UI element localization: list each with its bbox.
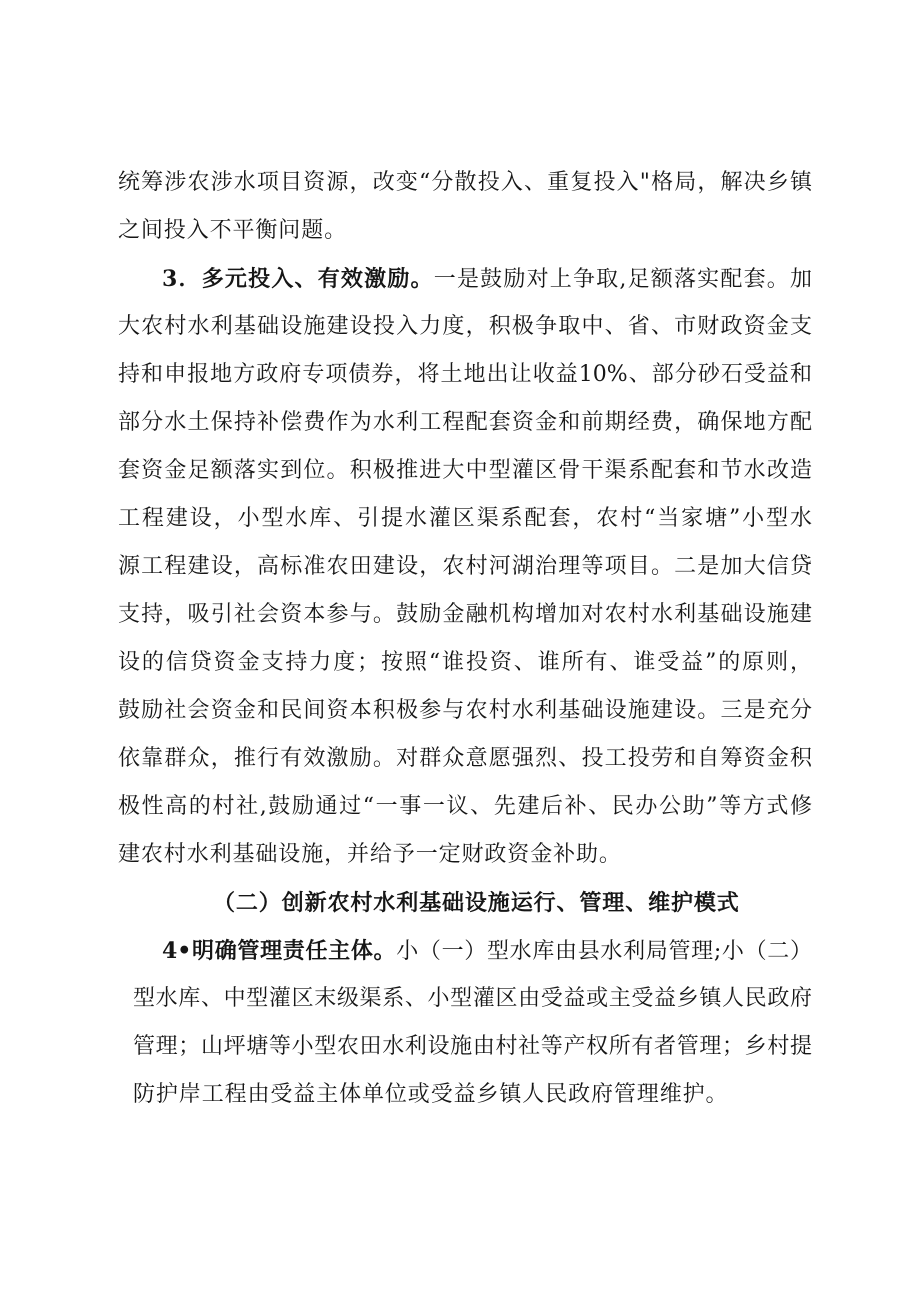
text-line: 部分水土保持补偿费作为水利工程配套资金和前期经费，确保地方配 [118,410,812,435]
text-line: 源工程建设，高标准农田建设，农村河湖治理等项目。二是加大信贷 [118,554,812,579]
text-line: 套资金足额落实到位。积极推进大中型灌区骨干渠系配套和节水改造 [118,458,812,483]
text-line: 支持，吸引社会资本参与。鼓励金融机构增加对农村水利基础设施建 [118,602,812,627]
text-line: 型水库、中型灌区末级渠系、小型灌区由受益或主受益乡镇人民政府 [133,986,812,1011]
text-line: 管理；山坪塘等小型农田水利设施由村社等产权所有者管理；乡村提 [133,1034,812,1059]
text-line: 设的信贷资金支持力度；按照“谁投资、谁所有、谁受益”的原则， [118,650,812,675]
paragraph-item-3 [118,255,812,879]
text-line: 依靠群众，推行有效激励。对群众意愿强烈、投工投劳和自筹资金积 [118,746,812,771]
text-line: 之间投入不平衡问题。 [118,218,348,243]
text-line: 建农村水利基础设施，并给予一定财政资金补助。 [118,842,622,867]
text-line: 统筹涉农涉水项目资源，改变“分散投入、重复投入"格局，解决乡镇 [118,170,812,195]
document-body [118,159,812,1119]
item-4-heading: 4•明确管理责任主体。 [162,938,397,964]
item-3-lead-text: 一是鼓励对上争取,足额落实配套。加 [433,267,812,292]
item-4-lead-text: 小（一）型水库由县水利局管理;小（二） [396,939,812,964]
text-line [118,255,812,303]
text-line: 防护岸工程由受益主体单位或受益乡镇人民政府管理维护。 [133,1082,729,1107]
text-line: 鼓励社会资金和民间资本积极参与农村水利基础设施建设。三是充分 [118,698,812,723]
text-line: 持和申报地方政府专项债券，将土地出让收益10%、部分砂石受益和 [118,362,812,387]
paragraph-continued [118,159,812,255]
paragraph-item-4 [118,927,812,1119]
text-line: 极性高的村社,鼓励通过“一事一议、先建后补、民办公助”等方式修 [118,794,812,819]
text-line: 大农村水利基础设施建设投入力度，积极争取中、省、市财政资金支 [118,314,812,339]
text-line [118,927,812,975]
item-3-heading: 3．多元投入、有效激励。 [162,266,434,292]
text-line: 工程建设，小型水库、引提水灌区渠系配套，农村“当家塘”小型水 [118,506,812,531]
section-heading: （二）创新农村水利基础设施运行、管理、维护模式 [213,890,740,916]
